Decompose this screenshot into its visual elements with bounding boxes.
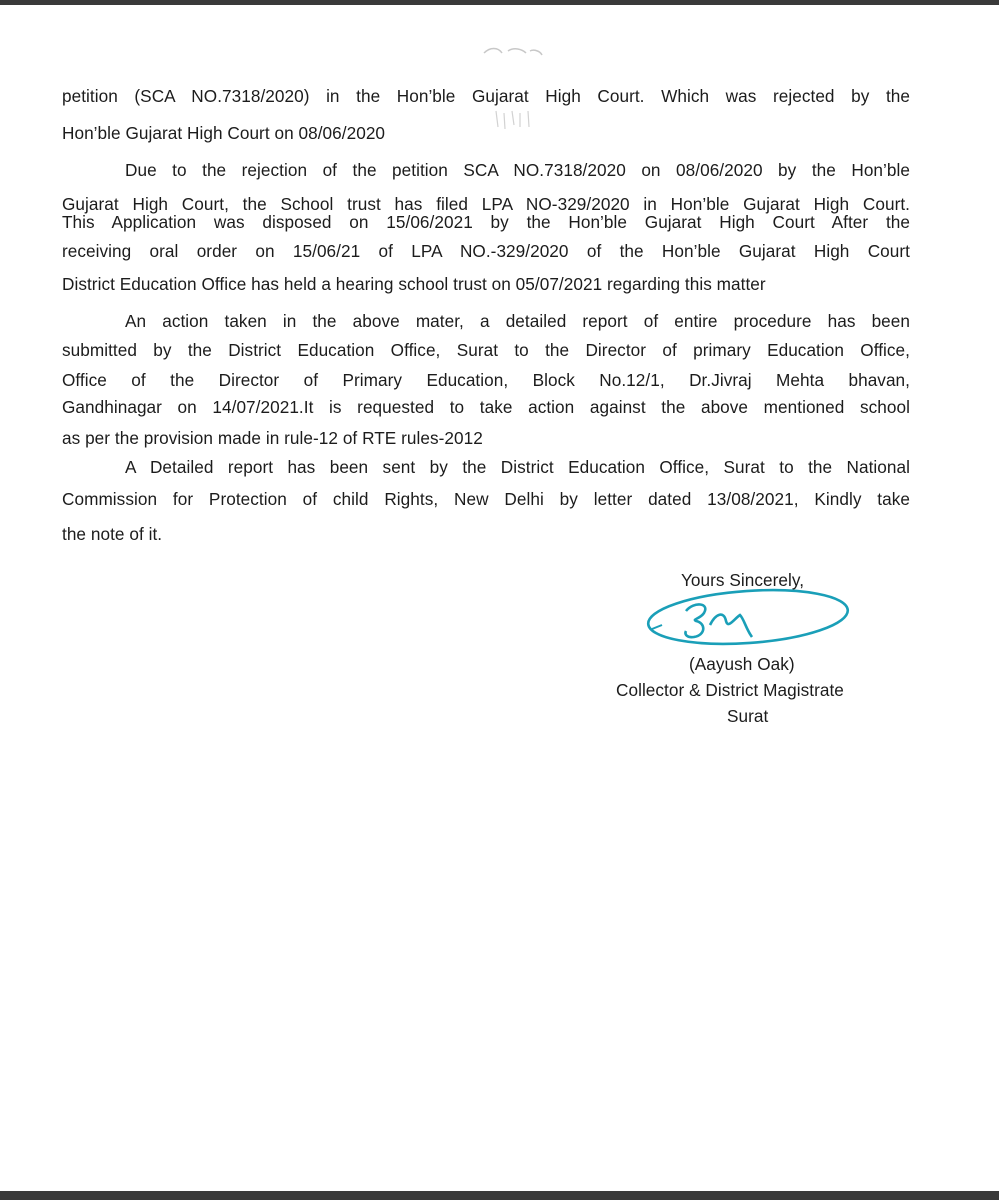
body-line: A Detailed report has been sent by the District Education Office, Surat to the National bbox=[125, 457, 910, 477]
body-line: the note of it. bbox=[62, 524, 163, 544]
body-line: Hon’ble Gujarat High Court on 08/06/2020 bbox=[62, 123, 386, 143]
closing-salutation: Yours Sincerely, bbox=[681, 570, 805, 590]
signatory-place: Surat bbox=[727, 706, 769, 726]
letter-page bbox=[0, 5, 999, 1191]
body-line: receiving oral order on 15/06/21 of LPA NO.-329/2020 of the Hon’ble Gujarat High Court bbox=[62, 241, 910, 261]
body-line: submitted by the District Education Office, Surat to the Director of primary Education Office, bbox=[62, 340, 910, 360]
body-line: petition (SCA NO.7318/2020) in the Hon’ble Gujarat High Court. Which was rejected by the bbox=[62, 86, 910, 106]
signatory-designation: Collector & District Magistrate bbox=[616, 680, 844, 700]
body-line: This Application was disposed on 15/06/2021 by the Hon’ble Gujarat High Court After the bbox=[62, 212, 910, 232]
body-line: Gandhinagar on 14/07/2021.It is requested to take action against the above mentioned school bbox=[62, 397, 910, 417]
body-line: as per the provision made in rule-12 of RTE rules-2012 bbox=[62, 428, 483, 448]
body-line: Due to the rejection of the petition SCA NO.7318/2020 on 08/06/2020 by the Hon’ble bbox=[125, 160, 910, 180]
body-line: An action taken in the above mater, a detailed report of entire procedure has been bbox=[125, 311, 910, 331]
signatory-name: (Aayush Oak) bbox=[689, 654, 795, 674]
body-line: Office of the Director of Primary Education, Block No.12/1, Dr.Jivraj Mehta bhavan, bbox=[62, 370, 910, 390]
body-line: District Education Office has held a hearing school trust on 05/07/2021 regarding this matter bbox=[62, 274, 766, 294]
body-line: Commission for Protection of child Rights, New Delhi by letter dated 13/08/2021, Kindly take bbox=[62, 489, 910, 509]
bottom-edge bbox=[0, 1191, 999, 1200]
handwritten-signature bbox=[640, 585, 860, 655]
body-line: Gujarat High Court, the School trust has filed LPA NO-329/2020 in Hon’ble Gujarat High Court. bbox=[62, 194, 910, 214]
